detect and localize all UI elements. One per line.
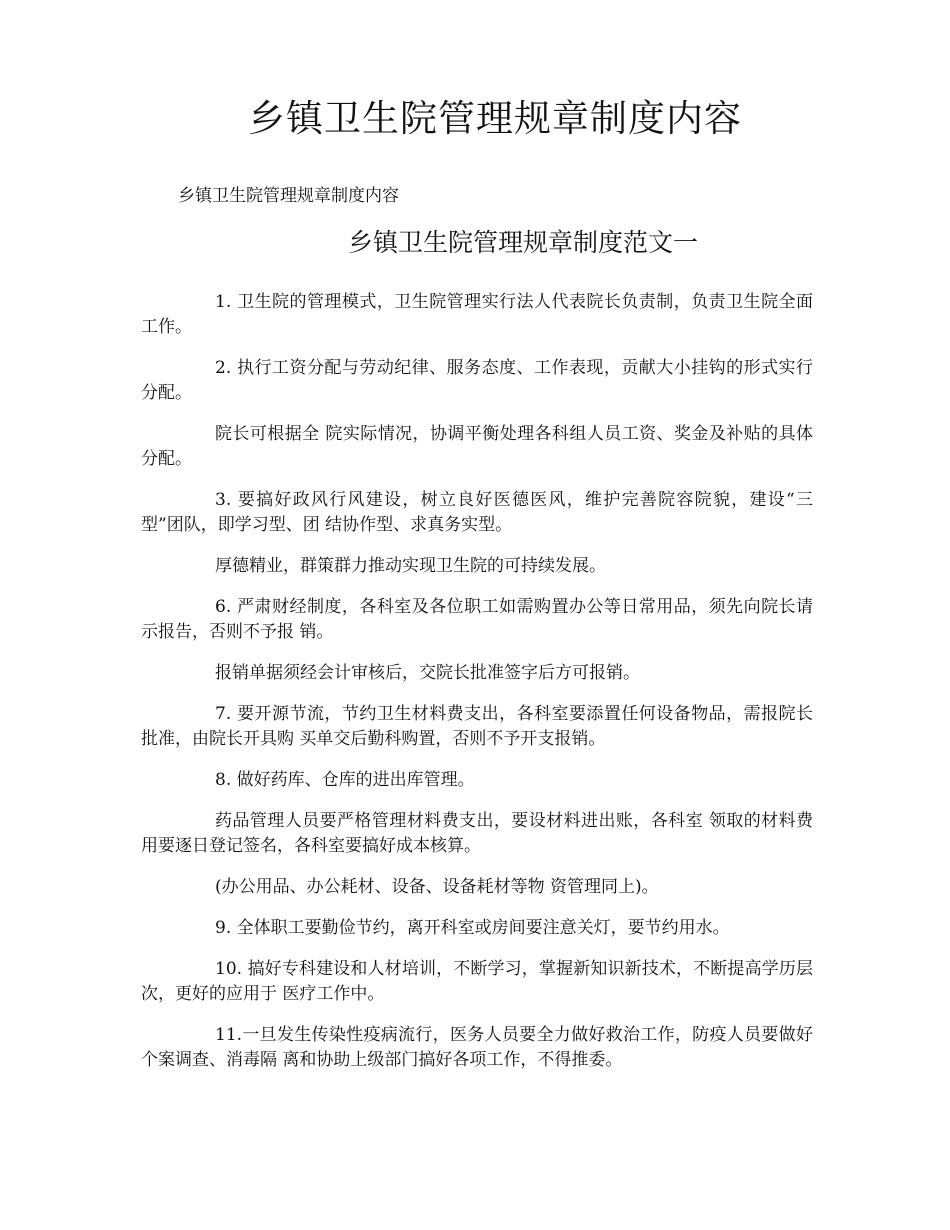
paragraph: 3. 要搞好政风行风建设，树立良好医德医风，维护完善院容院貌，建设“三型”团队，即学习型、团 结协作型、求真务实型。 [141, 490, 813, 535]
page-title: 乡镇卫生院管理规章制度内容 [248, 97, 742, 140]
paragraph: 院长可根据全 院实际情况，协调平衡处理各科组人员工资、奖金及补贴的具体分配。 [141, 424, 813, 469]
paragraph: 2. 执行工资分配与劳动纪律、服务态度、工作表现，贡献大小挂钩的形式实行分配。 [141, 358, 813, 403]
paragraph: 7. 要开源节流，节约卫生材料费支出，各科室要添置任何设备物品，需报院长批准，由院长开具购 买单交后勤科购置，否则不予开支报销。 [141, 704, 813, 749]
paragraph: 10. 搞好专科建设和人材培训，不断学习，掌握新知识新技术，不断提高学历层次，更好的应用于 医疗工作中。 [141, 959, 813, 1004]
paragraph: 11.一旦发生传染性疫病流行，医务人员要全力做好救治工作，防疫人员要做好个案调查、消毒隔 离和协助上级部门搞好各项工作，不得推委。 [141, 1025, 813, 1070]
paragraph: 6. 严肃财经制度，各科室及各位职工如需购置办公等日常用品，须先向院长请示报告，否则不予报 销。 [141, 597, 813, 642]
paragraph: 报销单据须经会计审核后，交院长批准签字后方可报销。 [215, 663, 640, 683]
paragraph: 9. 全体职工要勤俭节约，离开科室或房间要注意关灯，要节约用水。 [215, 918, 730, 938]
paragraph: 厚德精业，群策群力推动实现卫生院的可持续发展。 [215, 556, 606, 576]
paragraph: 8. 做好药库、仓库的进出库管理。 [215, 770, 475, 790]
document-body [141, 290, 813, 1089]
paragraph: 药品管理人员要严格管理材料费支出，要设材料进出账，各科室 领取的材料费用要逐日登记签名，各科室要搞好成本核算。 [141, 811, 813, 856]
paragraph: 1. 卫生院的管理模式，卫生院管理实行法人代表院长负责制，负责卫生院全面工作。 [141, 292, 813, 337]
paragraph: (办公用品、办公耗材、设备、设备耗材等物 资管理同上)。 [215, 877, 659, 897]
section-title: 乡镇卫生院管理规章制度范文一 [347, 228, 698, 257]
document-subtitle: 乡镇卫生院管理规章制度内容 [178, 186, 399, 206]
